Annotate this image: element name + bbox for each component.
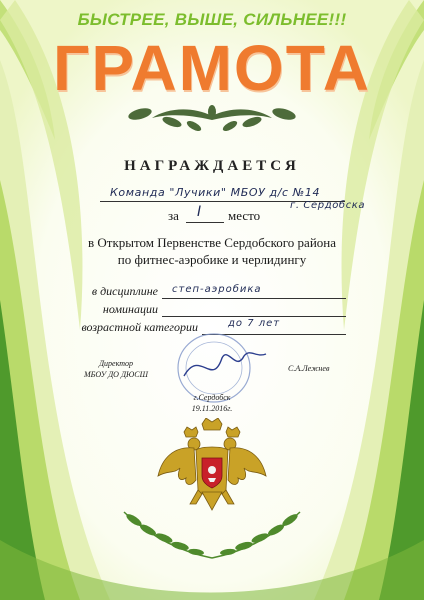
awarded-label: НАГРАЖДАЕТСЯ [124, 158, 300, 174]
event-description [0, 234, 424, 268]
field-label-discipline: в дисциплине [91, 284, 158, 298]
issue-city: г.Сердобск [193, 393, 231, 402]
slogan: БЫСТРЕЕ, ВЫШЕ, СИЛЬНЕЕ!!! [77, 10, 347, 29]
issue-info [0, 392, 424, 414]
laurel-branch-icon [112, 502, 312, 562]
field-label-nomination: номинации [102, 302, 158, 316]
place-prefix: за [168, 208, 179, 223]
field-label-age: возрастной категории [81, 320, 198, 334]
place-underline [186, 222, 224, 223]
signature-stroke [184, 353, 266, 376]
field-value-age: до 7 лет [228, 318, 281, 329]
signatory-position-line: Директор [98, 359, 134, 368]
issue-date: 19.11.2016г. [191, 404, 233, 413]
place-value: I [197, 204, 202, 220]
signatory-position [84, 358, 148, 380]
place-suffix: место [228, 208, 261, 223]
event-line: по фитнес-аэробике и черлидингу [117, 252, 307, 267]
recipient-name: Команда "Лучики" МБОУ д/с №14 [110, 186, 321, 199]
signatory-position-line: МБОУ ДО ДЮСШ [84, 370, 148, 379]
certificate-title: ГРАМОТА [53, 32, 371, 104]
signatory-name: С.А.Лежнев [288, 364, 330, 373]
recipient-city: г. Сердобска [290, 200, 366, 211]
field-underline [162, 316, 346, 317]
field-underline [162, 298, 346, 299]
field-value-discipline: степ-аэробика [172, 284, 262, 295]
event-line: в Открытом Первенстве Сердобского района [87, 235, 337, 250]
